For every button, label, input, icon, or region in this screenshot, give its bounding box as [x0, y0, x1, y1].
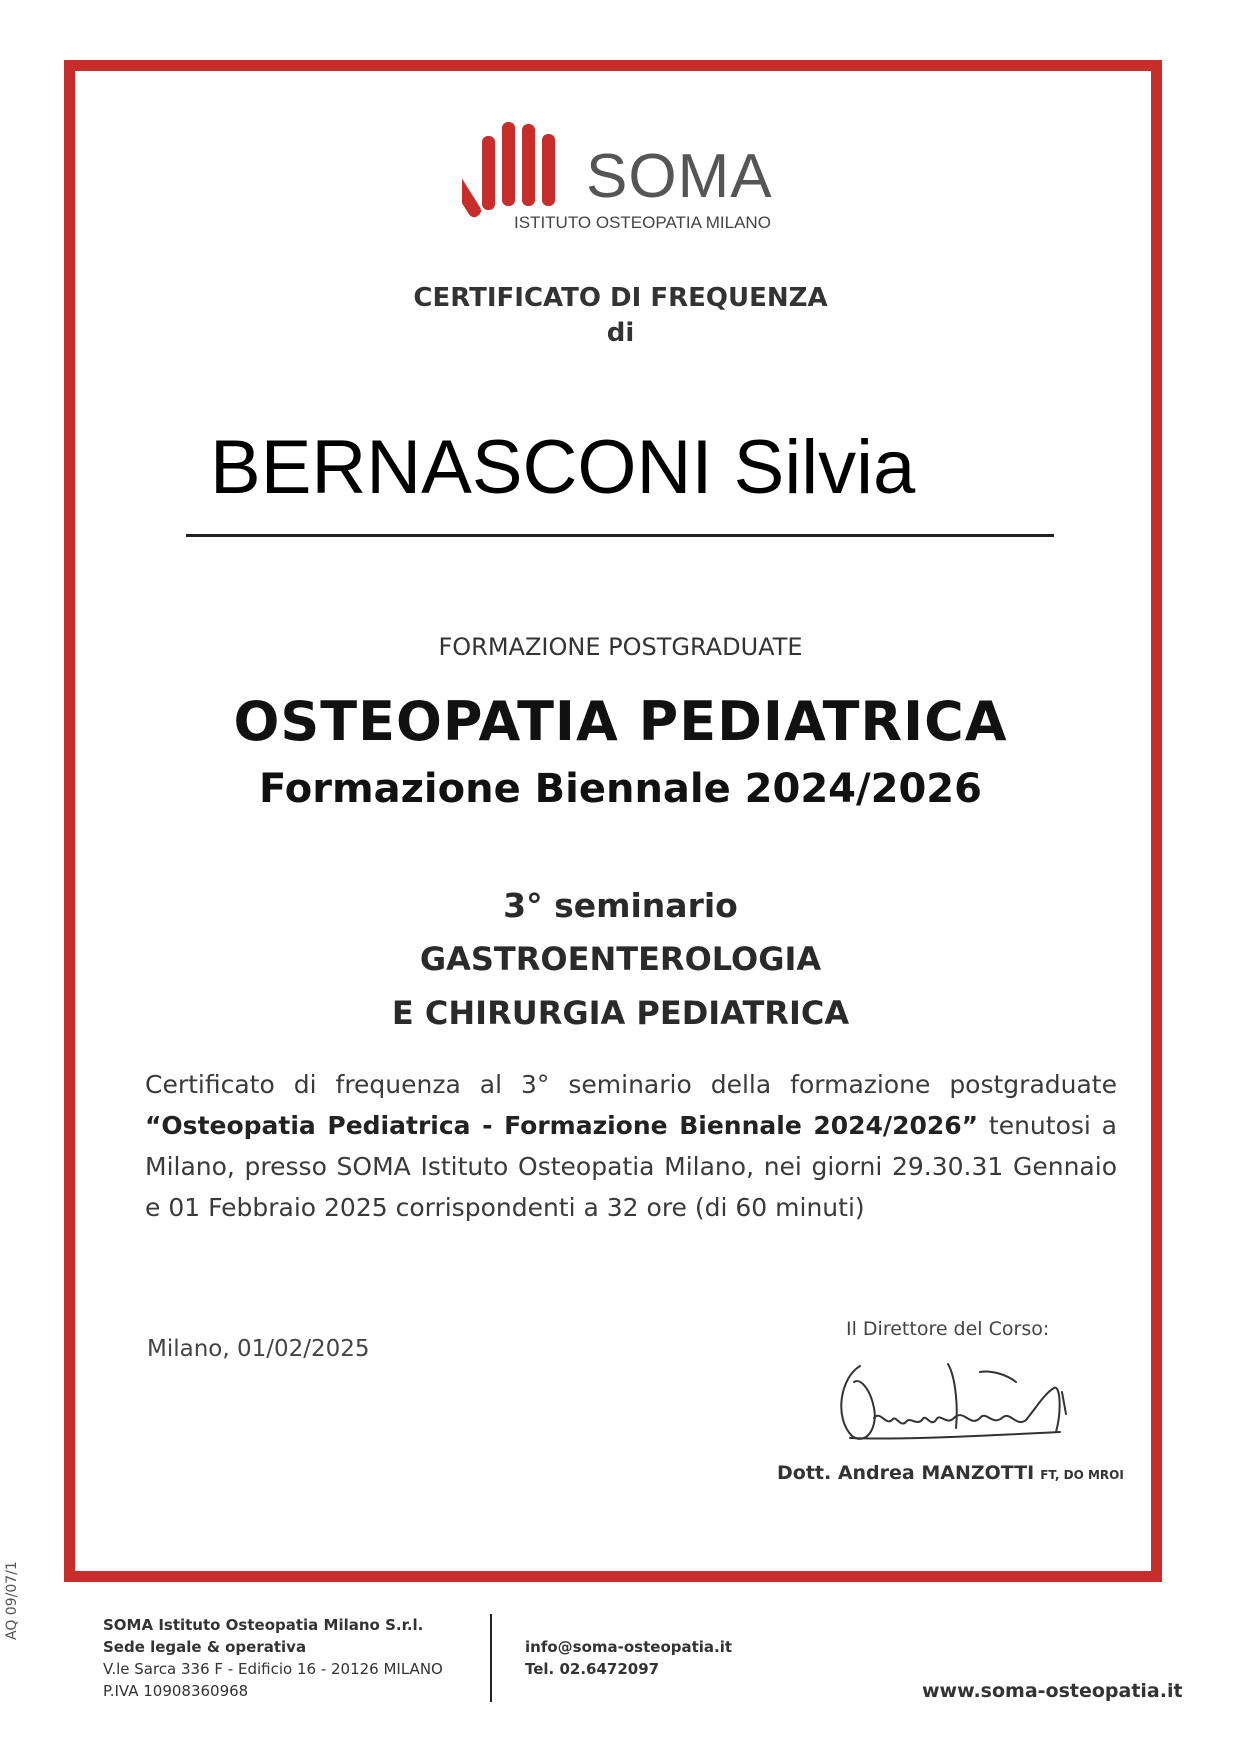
director-name	[777, 1462, 1124, 1484]
director-name-text: Dott. Andrea MANZOTTI	[777, 1462, 1035, 1484]
seminar-topic-line2: E CHIRURGIA PEDIATRICA	[391, 994, 850, 1032]
logo-word: SOMA	[586, 142, 773, 211]
certificate-body	[145, 1064, 1117, 1228]
seminar-number: 3° seminario	[503, 886, 738, 925]
footer-seat: Sede legale & operativa	[103, 1638, 307, 1656]
footer-phone: Tel. 02.6472097	[525, 1660, 660, 1678]
course-title: OSTEOPATIA PEDIATRICA	[233, 690, 1008, 753]
course-subtitle: Formazione Biennale 2024/2026	[259, 766, 982, 812]
footer-divider	[490, 1614, 492, 1702]
director-titles: FT, DO MROI	[1040, 1468, 1124, 1482]
body-text-part1: Certificato di frequenza al 3° seminario della formazione postgraduate	[145, 1070, 1117, 1099]
formation-type: FORMAZIONE POSTGRADUATE	[438, 633, 803, 661]
footer-contacts	[525, 1636, 732, 1680]
body-text-part2: tenutosi a Milano, presso SOMA Istituto Osteopatia Milano, nei giorni 29.30.31 Gennaio e 01 Febbraio 2025 corrispondenti a 32 ore (di 60 minuti)	[145, 1111, 1117, 1222]
director-signature	[830, 1348, 1090, 1448]
footer-company: SOMA Istituto Osteopatia Milano S.r.l.	[103, 1616, 424, 1634]
document-code: AQ 09/07/1	[4, 1561, 20, 1640]
certificate-title: CERTIFICATO DI FREQUENZA	[413, 283, 828, 313]
logo-subtitle: ISTITUTO OSTEOPATIA MILANO	[514, 213, 771, 232]
director-label: Il Direttore del Corso:	[846, 1318, 1050, 1340]
footer-company-info	[103, 1614, 443, 1702]
footer-address: V.le Sarca 336 F - Edificio 16 - 20126 MILANO	[103, 1660, 443, 1678]
footer-website[interactable]: www.soma-osteopatia.it	[922, 1680, 1183, 1702]
seminar-topic-line1: GASTROENTEROLOGIA	[419, 940, 822, 978]
footer-email[interactable]: info@soma-osteopatia.it	[525, 1638, 733, 1656]
name-underline	[186, 534, 1054, 537]
footer-vat: P.IVA 10908360968	[103, 1682, 249, 1700]
certificate-di: di	[606, 318, 635, 348]
body-text-course: “Osteopatia Pediatrica - Formazione Biennale 2024/2026”	[145, 1111, 979, 1140]
place-date: Milano, 01/02/2025	[147, 1336, 370, 1362]
recipient-name: BERNASCONI Silvia	[210, 425, 916, 510]
soma-logo	[462, 118, 782, 240]
